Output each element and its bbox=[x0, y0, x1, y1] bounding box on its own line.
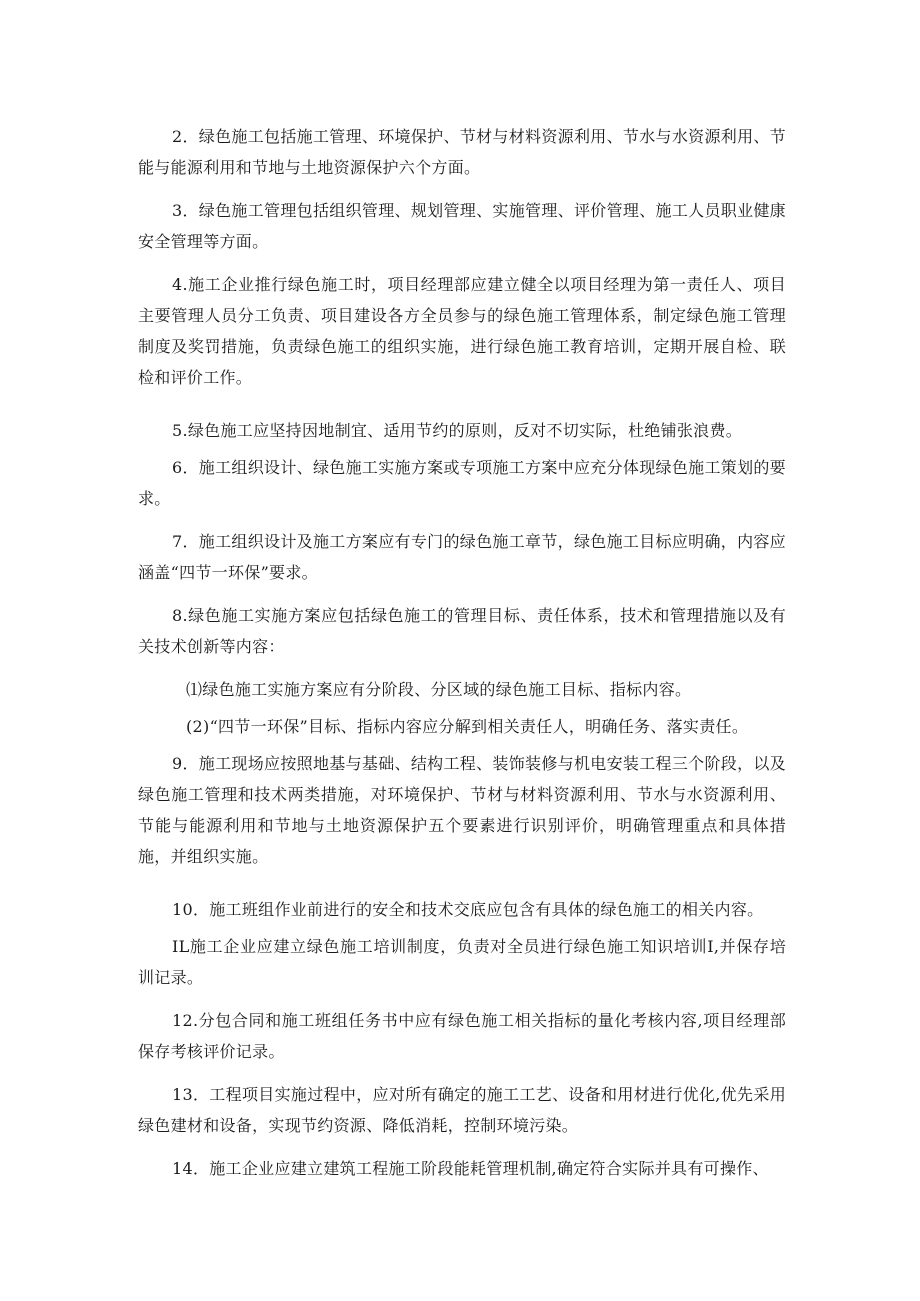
paragraph-8-item-2: (2)“四节一环保”目标、指标内容应分解到相关责任人，明确任务、落实责任。 bbox=[186, 717, 749, 736]
paragraph-5: 5.绿色施工应坚持因地制宜、适用节约的原则，反对不切实际，杜绝铺张浪费。 bbox=[172, 421, 743, 440]
paragraph-13: 13．工程项目实施过程中，应对所有确定的施工工艺、设备和用材进行优化,优先采用绿色建材和设备，实现节约资源、降低消耗，控制环境污染。 bbox=[138, 1085, 786, 1135]
paragraph-11: IL施工企业应建立绿色施工培训制度，负责对全员进行绿色施工知识培训I,并保存培训记录。 bbox=[138, 937, 786, 987]
paragraph-10: 10．施工班组作业前进行的安全和技术交底应包含有具体的绿色施工的相关内容。 bbox=[172, 900, 764, 919]
paragraph-14: 14．施工企业应建立建筑工程施工阶段能耗管理机制,确定符合实际并具有可操作、 bbox=[172, 1159, 769, 1178]
paragraph-7: 7．施工组织设计及施工方案应有专门的绿色施工章节，绿色施工目标应明确，内容应涵盖“四节一环保”要求。 bbox=[138, 532, 786, 582]
paragraph-8-item-1: ⑴绿色施工实施方案应有分阶段、分区域的绿色施工目标、指标内容。 bbox=[186, 680, 692, 699]
paragraph-8: 8.绿色施工实施方案应包括绿色施工的管理目标、责任体系，技术和管理措施以及有关技术创新等内容： bbox=[138, 606, 786, 656]
paragraph-6: 6．施工组织设计、绿色施工实施方案或专项施工方案中应充分体现绿色施工策划的要求。 bbox=[138, 458, 786, 508]
paragraph-4: 4.施工企业推行绿色施工时，项目经理部应建立健全以项目经理为第一责任人、项目主要管理人员分工负责、项目建设各方全员参与的绿色施工管理体系，制定绿色施工管理制度及奖罚措施，负责绿色施工的组织实施，进行绿色施工教育培训，定期开展自检、联检和评价工作。 bbox=[138, 275, 786, 387]
paragraph-2: 2．绿色施工包括施工管理、环境保护、节材与材料资源利用、节水与水资源利用、节能与能源利用和节地与土地资源保护六个方面。 bbox=[138, 127, 786, 177]
paragraph-9: 9．施工现场应按照地基与基础、结构工程、装饰装修与机电安装工程三个阶段，以及绿色施工管理和技术两类措施，对环境保护、节材与材料资源利用、节水与水资源利用、节能与能源利用和节地与土地资源保护五个要素进行识别评价，明确管理重点和具体措施，并组织实施。 bbox=[138, 754, 786, 866]
paragraph-12: 12.分包合同和施工班组任务书中应有绿色施工相关指标的量化考核内容,项目经理部保存考核评价记录。 bbox=[138, 1011, 786, 1061]
paragraph-3: 3．绿色施工管理包括组织管理、规划管理、实施管理、评价管理、施工人员职业健康安全管理等方面。 bbox=[138, 201, 786, 251]
